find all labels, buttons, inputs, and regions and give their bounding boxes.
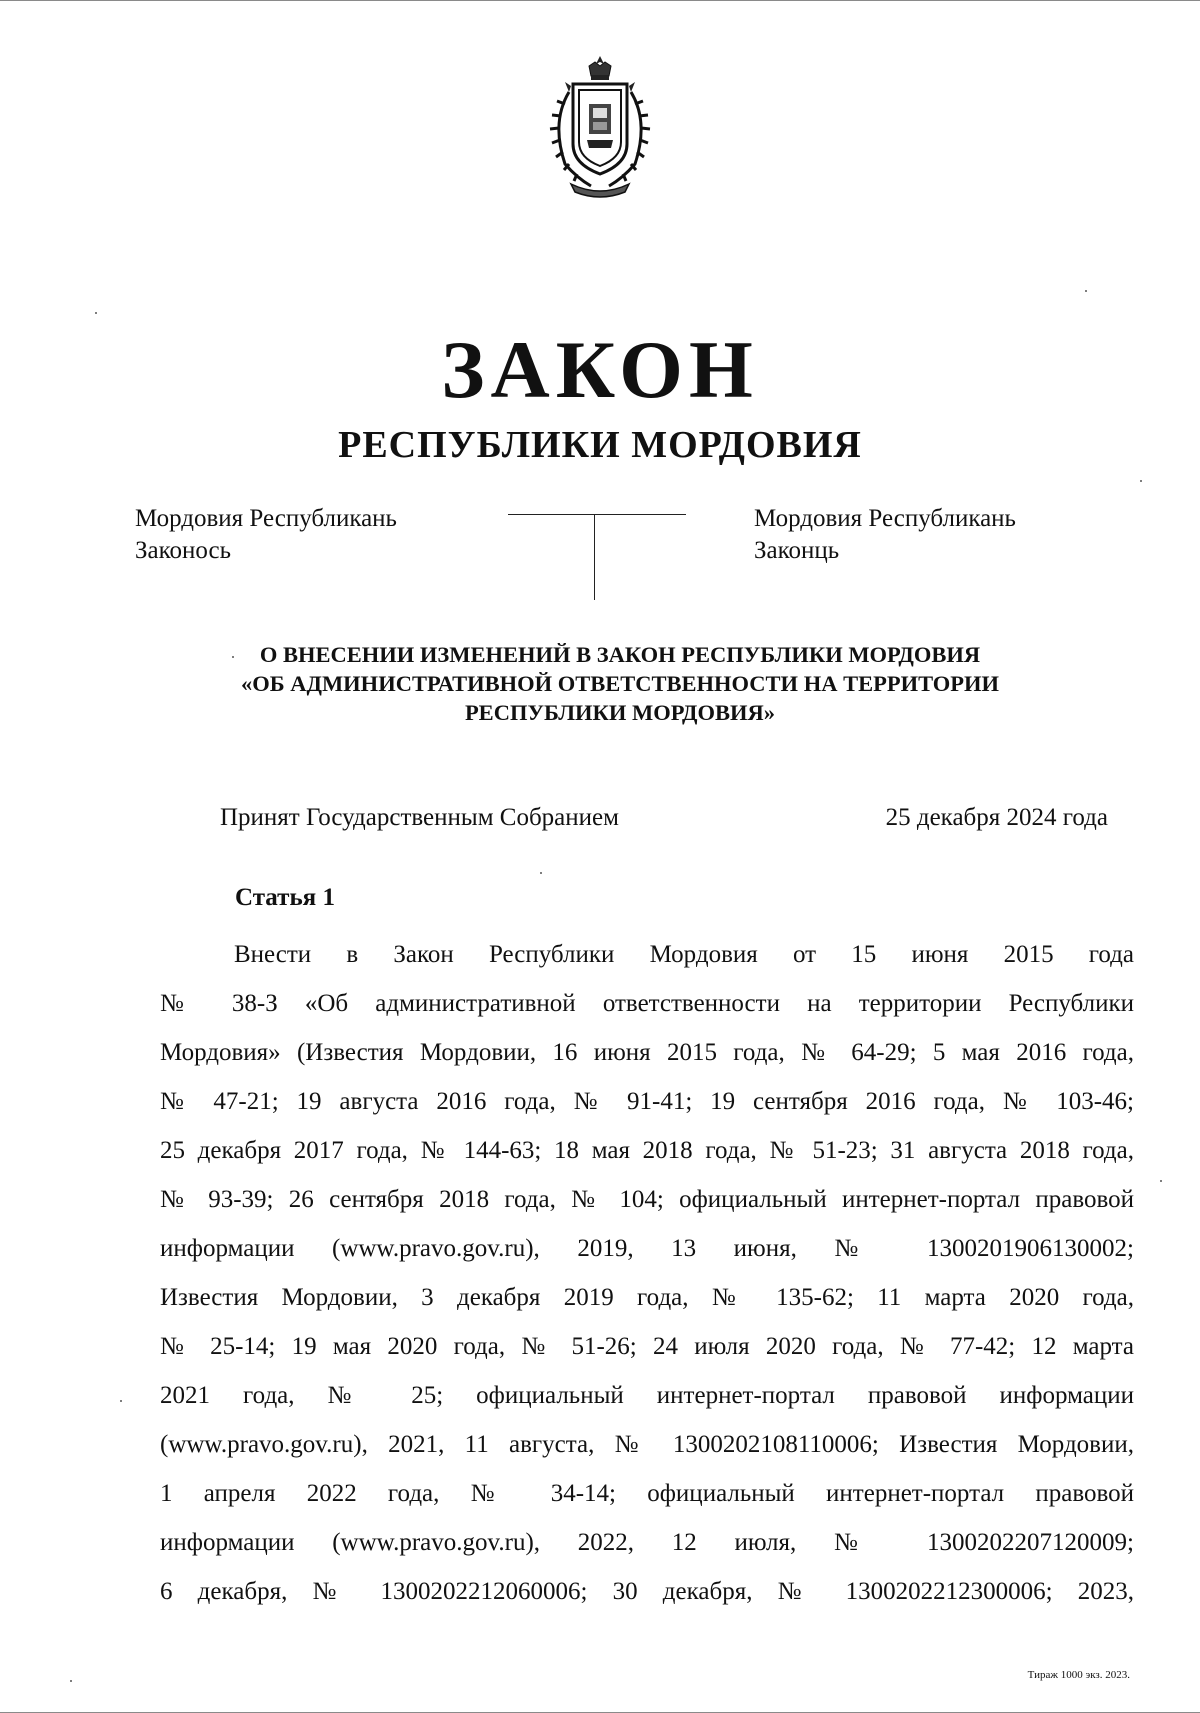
heading-line-3: РЕСПУБЛИКИ МОРДОВИЯ» bbox=[464, 700, 776, 725]
law-heading bbox=[160, 640, 1080, 727]
scan-speck bbox=[120, 1400, 122, 1402]
law-title: ЗАКОН bbox=[441, 324, 759, 415]
article-line-1: Внести в Закон Республики Мордовия от 15 июня 2015 года bbox=[234, 941, 1134, 968]
article-line-6: № 93-39; 26 сентября 2018 года, № 104; официальный интернет-портал правовой bbox=[160, 1186, 1134, 1213]
heading-line-1: О ВНЕСЕНИИ ИЗМЕНЕНИЙ В ЗАКОН РЕСПУБЛИКИ МОРДОВИЯ bbox=[259, 642, 981, 667]
caption-left-line-2: Законось bbox=[135, 537, 231, 564]
article-line-4: № 47-21; 19 августа 2016 года, № 91-41; 19 сентября 2016 года, № 103-46; bbox=[160, 1088, 1134, 1115]
adoption-label: Принят Государственным Собранием bbox=[220, 804, 619, 831]
article-body bbox=[160, 930, 1134, 1616]
law-subtitle: РЕСПУБЛИКИ МОРДОВИЯ bbox=[338, 424, 862, 466]
article-line-14: 6 декабря, № 1300202212060006; 30 декабря, № 1300202212300006; 2023, bbox=[160, 1578, 1134, 1605]
article-line-5: 25 декабря 2017 года, № 144-63; 18 мая 2018 года, № 51-23; 31 августа 2018 года, bbox=[160, 1137, 1134, 1164]
article-line-12: 1 апреля 2022 года, № 34-14; официальный интернет-портал правовой bbox=[160, 1480, 1134, 1507]
caption-right-line-2: Законць bbox=[754, 537, 840, 564]
adoption-date: 25 декабря 2024 года bbox=[885, 804, 1108, 831]
print-run-note: Тираж 1000 экз. 2023. bbox=[1027, 1669, 1130, 1681]
scan-top-edge bbox=[0, 0, 1200, 1]
caption-right bbox=[754, 503, 1094, 567]
caption-left-line-1: Мордовия Республикань bbox=[135, 505, 397, 532]
caption-right-line-1: Мордовия Республикань bbox=[754, 505, 1016, 532]
scan-speck bbox=[540, 872, 542, 874]
divider-horizontal bbox=[508, 514, 686, 515]
article-line-11: (www.pravo.gov.ru), 2021, 11 августа, № 1300202108110006; Известия Мордовии, bbox=[160, 1431, 1134, 1458]
scan-speck bbox=[1160, 1180, 1162, 1182]
article-line-7: информации (www.pravo.gov.ru), 2019, 13 июня, № 1300201906130002; bbox=[160, 1235, 1134, 1262]
divider-vertical bbox=[594, 514, 595, 600]
scan-speck bbox=[1085, 290, 1087, 292]
coat-of-arms-icon bbox=[525, 52, 675, 202]
scan-speck bbox=[70, 1680, 72, 1682]
article-line-3: Мордовия» (Известия Мордовии, 16 июня 2015 года, № 64-29; 5 мая 2016 года, bbox=[160, 1039, 1134, 1066]
article-line-2: № 38-З «Об административной ответственности на территории Республики bbox=[160, 990, 1134, 1017]
scan-speck bbox=[1140, 480, 1142, 482]
article-line-10: 2021 года, № 25; официальный интернет-портал правовой информации bbox=[160, 1382, 1134, 1409]
scan-speck bbox=[95, 312, 97, 314]
article-line-9: № 25-14; 19 мая 2020 года, № 51-26; 24 июля 2020 года, № 77-42; 12 марта bbox=[160, 1333, 1134, 1360]
article-line-8: Известия Мордовии, 3 декабря 2019 года, № 135-62; 11 марта 2020 года, bbox=[160, 1284, 1134, 1311]
article-line-13: информации (www.pravo.gov.ru), 2022, 12 июля, № 1300202207120009; bbox=[160, 1529, 1134, 1556]
heading-line-2: «ОБ АДМИНИСТРАТИВНОЙ ОТВЕТСТВЕННОСТИ НА ТЕРРИТОРИИ bbox=[240, 671, 1000, 696]
caption-left bbox=[135, 503, 475, 567]
article-title: Статья 1 bbox=[235, 884, 335, 911]
scan-speck bbox=[232, 656, 234, 658]
